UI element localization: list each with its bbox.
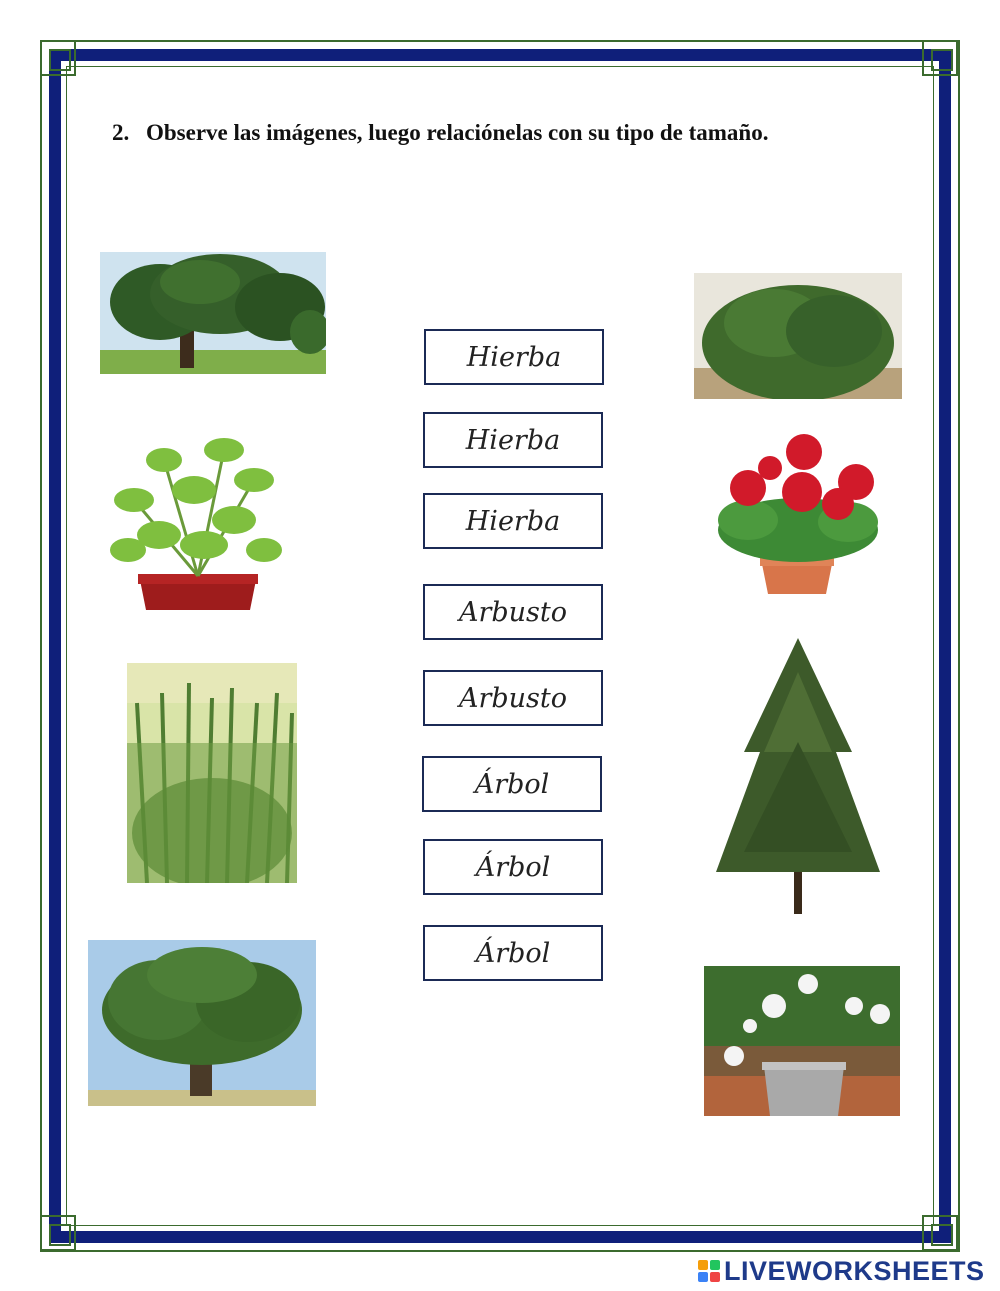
instruction-number: 2. [112,120,130,145]
label-arbol-1[interactable]: Árbol [422,756,602,812]
large-oak-tree-photo [88,940,316,1106]
instruction [112,116,838,150]
conifer-tree-photo [712,632,884,914]
label-arbusto-1[interactable]: Arbusto [423,584,603,640]
label-hierba-2[interactable]: Hierba [423,412,603,468]
corner-ornament-top-right [922,40,958,76]
corner-ornament-top-left [40,40,76,76]
label-arbusto-2[interactable]: Arbusto [423,670,603,726]
label-hierba-3[interactable]: Hierba [423,493,603,549]
label-arbol-3[interactable]: Árbol [423,925,603,981]
logo-square-4 [710,1272,720,1282]
instruction-text: Observe las imágenes, luego relaciónelas con su tipo de tamaño. [146,120,769,145]
round-shrub-photo [694,273,902,399]
corner-ornament-bottom-right [922,1215,958,1251]
cork-oak-tree-photo [100,252,326,374]
red-geranium-pot-photo [708,430,890,594]
label-arbol-2[interactable]: Árbol [423,839,603,895]
rosemary-bush-photo [127,663,297,883]
logo-square-2 [710,1260,720,1270]
liveworksheets-brand [698,1256,985,1286]
liveworksheets-logo-icon [698,1260,720,1282]
logo-square-3 [698,1272,708,1282]
label-hierba-1[interactable]: Hierba [424,329,604,385]
white-flower-bucket-photo [704,966,900,1116]
brand-text: LIVEWORKSHEETS [724,1255,985,1286]
corner-ornament-bottom-left [40,1215,76,1251]
mint-plant-pot-photo [104,420,292,610]
logo-square-1 [698,1260,708,1270]
